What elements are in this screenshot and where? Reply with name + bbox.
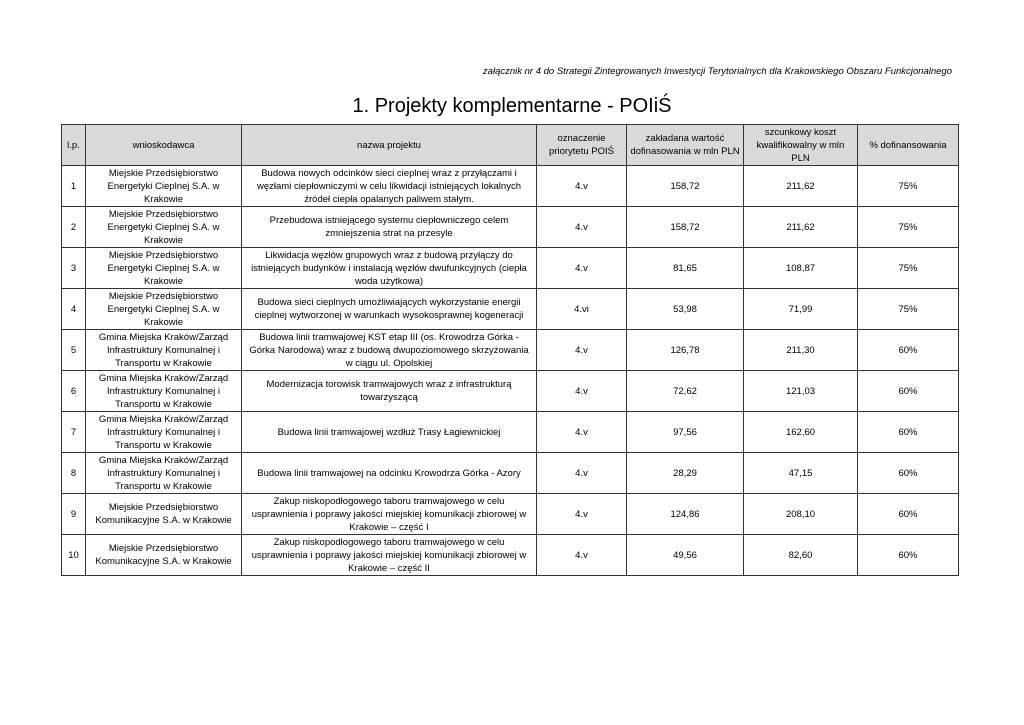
cell-lp: 10	[62, 535, 86, 576]
cell-funding-value: 49,56	[627, 535, 744, 576]
page-title: 1. Projekty komplementarne - POIiŚ	[352, 95, 672, 117]
table-row	[62, 535, 959, 576]
cell-project-name: Zakup niskopodłogowego taboru tramwajowego w celu usprawnienia i poprawy jakości miejskiej komunikacji zbiorowej w Krakowie – część II	[242, 535, 537, 576]
cell-eligible-cost: 162,60	[744, 412, 858, 453]
cell-funding-percent: 60%	[858, 535, 959, 576]
cell-lp: 9	[62, 494, 86, 535]
cell-priority: 4.v	[537, 412, 627, 453]
table-row	[62, 166, 959, 207]
cell-project-name: Budowa linii tramwajowej KST etap III (os. Krowodrza Górka - Górka Narodowa) wraz z budową dwupoziomowego skrzyżowania w ciągu ul. Opolskiej	[242, 330, 537, 371]
cell-priority: 4.v	[537, 166, 627, 207]
table-row	[62, 289, 959, 330]
cell-funding-value: 124,86	[627, 494, 744, 535]
cell-project-name: Budowa linii tramwajowej na odcinku Krowodrza Górka - Azory	[242, 453, 537, 494]
cell-eligible-cost: 121,03	[744, 371, 858, 412]
table-row	[62, 207, 959, 248]
cell-eligible-cost: 71,99	[744, 289, 858, 330]
col-header-eligible-cost: szcunkowy koszt kwalifikowalny w mln PLN	[744, 125, 858, 166]
cell-eligible-cost: 108,87	[744, 248, 858, 289]
cell-priority: 4.v	[537, 535, 627, 576]
table-row	[62, 412, 959, 453]
cell-project-name: Modernizacja torowisk tramwajowych wraz z infrastrukturą towarzyszącą	[242, 371, 537, 412]
cell-priority: 4.v	[537, 207, 627, 248]
cell-funding-percent: 75%	[858, 207, 959, 248]
projects-table	[61, 124, 959, 576]
cell-lp: 1	[62, 166, 86, 207]
cell-lp: 4	[62, 289, 86, 330]
cell-lp: 7	[62, 412, 86, 453]
cell-priority: 4.v	[537, 371, 627, 412]
cell-funding-percent: 60%	[858, 412, 959, 453]
cell-funding-value: 81,65	[627, 248, 744, 289]
cell-eligible-cost: 211,62	[744, 207, 858, 248]
table-row	[62, 248, 959, 289]
cell-eligible-cost: 47,15	[744, 453, 858, 494]
cell-funding-value: 158,72	[627, 166, 744, 207]
cell-lp: 3	[62, 248, 86, 289]
col-header-lp: l.p.	[62, 125, 86, 166]
cell-project-name: Budowa linii tramwajowej wzdłuż Trasy Łagiewnickiej	[242, 412, 537, 453]
cell-priority: 4.vi	[537, 289, 627, 330]
cell-funding-value: 126,78	[627, 330, 744, 371]
table-row	[62, 371, 959, 412]
cell-funding-percent: 60%	[858, 453, 959, 494]
table-row	[62, 494, 959, 535]
cell-funding-value: 158,72	[627, 207, 744, 248]
cell-funding-percent: 60%	[858, 494, 959, 535]
cell-applicant: Gmina Miejska Kraków/Zarząd Infrastruktury Komunalnej i Transportu w Krakowie	[86, 330, 242, 371]
cell-lp: 2	[62, 207, 86, 248]
table-header-row	[62, 125, 959, 166]
cell-funding-value: 97,56	[627, 412, 744, 453]
cell-priority: 4.v	[537, 453, 627, 494]
cell-project-name: Budowa sieci cieplnych umożliwiających wykorzystanie energii cieplnej wytworzonej w warunkach wysokosprawnej kogeneracji	[242, 289, 537, 330]
cell-applicant: Miejskie Przedsiębiorstwo Energetyki Cieplnej S.A. w Krakowie	[86, 166, 242, 207]
col-header-funding-percent: % dofinansowania	[858, 125, 959, 166]
cell-applicant: Miejskie Przedsiębiorstwo Komunikacyjne S.A. w Krakowie	[86, 494, 242, 535]
cell-priority: 4.v	[537, 330, 627, 371]
col-header-project-name: nazwa projektu	[242, 125, 537, 166]
cell-project-name: Likwidacja węzłów grupowych wraz z budową przyłączy do istniejących budynków i instalacją węzłów dwufunkcyjnych (ciepła woda użytkowa)	[242, 248, 537, 289]
cell-lp: 8	[62, 453, 86, 494]
cell-project-name: Przebudowa istniejącego systemu ciepłowniczego celem zmniejszenia strat na przesyle	[242, 207, 537, 248]
cell-priority: 4.v	[537, 494, 627, 535]
cell-project-name: Budowa nowych odcinków sieci cieplnej wraz z przyłączami i węzłami ciepłowniczymi w celu likwidacji istniejących lokalnych źródeł ciepła opalanych paliwem stałym.	[242, 166, 537, 207]
table-row	[62, 453, 959, 494]
cell-lp: 5	[62, 330, 86, 371]
col-header-applicant: wnioskodawca	[86, 125, 242, 166]
cell-applicant: Gmina Miejska Kraków/Zarząd Infrastruktury Komunalnej i Transportu w Krakowie	[86, 412, 242, 453]
cell-project-name: Zakup niskopodłogowego taboru tramwajowego w celu usprawnienia i poprawy jakości miejskiej komunikacji zbiorowej w Krakowie – część I	[242, 494, 537, 535]
col-header-funding-value: zakładana wartość dofinasowania w mln PLN	[627, 125, 744, 166]
cell-eligible-cost: 82,60	[744, 535, 858, 576]
cell-funding-value: 28,29	[627, 453, 744, 494]
cell-funding-percent: 60%	[858, 371, 959, 412]
cell-applicant: Miejskie Przedsiębiorstwo Komunikacyjne S.A. w Krakowie	[86, 535, 242, 576]
cell-priority: 4.v	[537, 248, 627, 289]
col-header-priority: oznaczenie priorytetu POIŚ	[537, 125, 627, 166]
cell-eligible-cost: 211,30	[744, 330, 858, 371]
cell-applicant: Gmina Miejska Kraków/Zarząd Infrastruktury Komunalnej i Transportu w Krakowie	[86, 371, 242, 412]
cell-applicant: Miejskie Przedsiębiorstwo Energetyki Cieplnej S.A. w Krakowie	[86, 248, 242, 289]
table-row	[62, 330, 959, 371]
cell-lp: 6	[62, 371, 86, 412]
cell-applicant: Gmina Miejska Kraków/Zarząd Infrastruktury Komunalnej i Transportu w Krakowie	[86, 453, 242, 494]
cell-funding-percent: 75%	[858, 248, 959, 289]
attachment-note: załącznik nr 4 do Strategii Zintegrowanych Inwestycji Terytorialnych dla Krakowskiego Obszaru Funkcjonalnego	[482, 66, 952, 77]
cell-eligible-cost: 208,10	[744, 494, 858, 535]
cell-applicant: Miejskie Przedsiębiorstwo Energetyki Cieplnej S.A. w Krakowie	[86, 289, 242, 330]
cell-funding-percent: 75%	[858, 166, 959, 207]
cell-funding-percent: 75%	[858, 289, 959, 330]
cell-funding-value: 53,98	[627, 289, 744, 330]
cell-applicant: Miejskie Przedsiębiorstwo Energetyki Cieplnej S.A. w Krakowie	[86, 207, 242, 248]
cell-eligible-cost: 211,62	[744, 166, 858, 207]
cell-funding-value: 72,62	[627, 371, 744, 412]
cell-funding-percent: 60%	[858, 330, 959, 371]
